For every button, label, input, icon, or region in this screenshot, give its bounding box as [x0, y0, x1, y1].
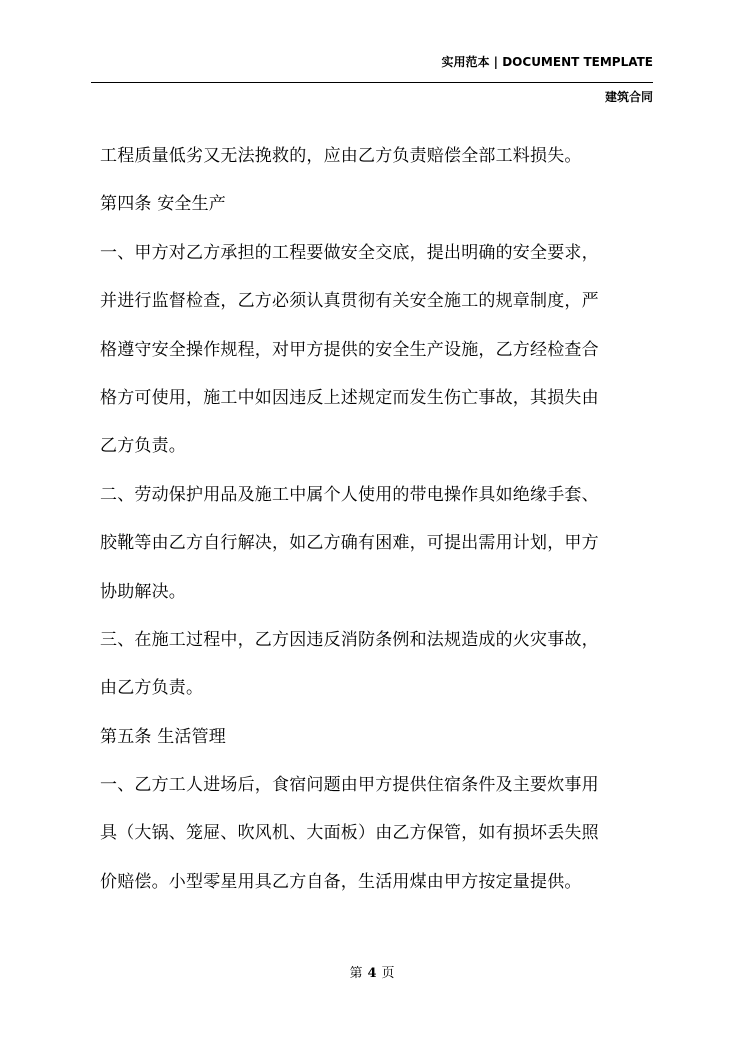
- page-number-suffix: 页: [381, 966, 395, 981]
- section-heading: 第五条 生活管理: [100, 726, 227, 747]
- section-heading: 第四条 安全生产: [100, 194, 227, 215]
- body-line: 格遵守安全操作规程，对甲方提供的安全生产设施，乙方经检查合: [100, 339, 599, 360]
- body-line: 一、甲方对乙方承担的工程要做安全交底，提出明确的安全要求，: [100, 242, 599, 263]
- page-number: 4: [367, 966, 377, 981]
- page-footer: [0, 962, 744, 981]
- document-body: [100, 140, 660, 914]
- header-divider: [91, 82, 653, 83]
- body-line: 胶靴等由乙方自行解决，如乙方确有困难，可提出需用计划，甲方: [100, 533, 599, 554]
- header-title: 实用范本 | DOCUMENT TEMPLATE: [441, 55, 653, 69]
- page-number-prefix: 第: [349, 966, 363, 981]
- body-line: 格方可使用，施工中如因违反上述规定而发生伤亡事故，其损失由: [100, 387, 599, 408]
- body-line: 由乙方负责。: [100, 678, 204, 699]
- body-line: 工程质量低劣又无法挽救的，应由乙方负责赔偿全部工料损失。: [100, 146, 582, 166]
- body-line: 二、劳动保护用品及施工中属个人使用的带电操作具如绝缘手套、: [100, 484, 599, 505]
- body-line: 协助解决。: [100, 581, 186, 602]
- body-line: 一、乙方工人进场后，食宿问题由甲方提供住宿条件及主要炊事用: [100, 775, 599, 796]
- body-line: 具（大锅、笼屉、吹风机、大面板）由乙方保管，如有损坏丢失照: [100, 823, 599, 844]
- header-subtitle: 建筑合同: [604, 90, 653, 104]
- body-line: 三、在施工过程中，乙方因违反消防条例和法规造成的火灾事故，: [100, 629, 599, 650]
- body-line: 价赔偿。小型零星用具乙方自备，生活用煤由甲方按定量提供。: [100, 871, 582, 892]
- body-line: 并进行监督检查，乙方必须认真贯彻有关安全施工的规章制度，严: [100, 291, 599, 312]
- body-line: 乙方负责。: [100, 436, 186, 457]
- page-header: [0, 0, 744, 110]
